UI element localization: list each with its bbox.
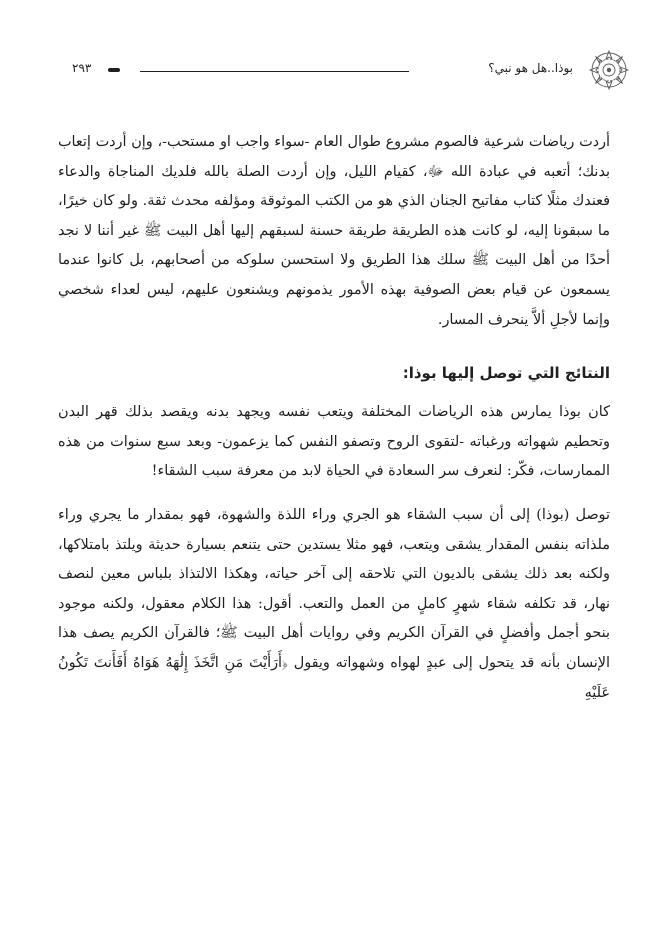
page-body (58, 128, 610, 708)
running-header-title: بوذا..هل هو نبي؟ (488, 61, 573, 75)
section-heading: النتائج التي توصل إليها بوذا: (402, 364, 610, 383)
header-divider (140, 71, 409, 72)
paragraph: أردت رياضات شرعية فالصوم مشروع طوال العام -سواء واجب او مستحب-، وإن أردت إتعاب بدنك؛ أتعبه في عبادة الله ﷻ، كقيام الليل، وإن أردت الصلة بالله فلديك المناجاة والدعاء فعندك مثلًا كتاب مفاتيح الجنان الذي هو من الكتب الموثوقة ومؤلفه محدث ثقة. ولو كان خيرًا، ما سبقونا إليه، لو كانت هذه الطريقة طريقة حسنة لسبقهم إليها أهل البيت ﷺ غير أننا لا نجد أحدًا من أهل البيت ﷺ سلك هذا الطريق ولا استحسن سلوكه من أصحابهم، بل كانوا عندما يسمعون عن قيام بعض الصوفية بهذه الأمور يذمونهم ويشنعون عليهم، ليس لعداء شخصي وإنما لأجلِ ألاَّ ينحرف المسار. (58, 134, 610, 328)
page-number: ٢٩٣ (72, 61, 92, 75)
page-header (72, 48, 631, 92)
page-number-dash (108, 68, 120, 72)
paragraph: توصل (بوذا) إلى أن سبب الشقاء هو الجري وراء اللذة والشهوة، فهو بمقدار ما يجري وراء ملذاته بنفس المقدار يشقى ويتعب، فهو مثلا يستدين حتى يتنعم بسيارة حديثة ويلتذ بامتلاكها، ولكنه بعد ذلك يشقى بالديون التي تلاحقه إلى آخر حياته، وهكذا الالتذاذ بلباس معين لنصف نهار، قد تكلفه شقاء شهرٍ كاملٍ من العمل والتعب. أقول: هذا الكلام معقول، ولكنه موجود بنحو أجمل وأفضلٍ في القرآن الكريم وفي روايات أهل البيت ﷺ؛ فالقرآن الكريم يصف هذا الإنسان بأنه قد يتحول إلى عبدٍ لهواه وشهواته ويقول ﴿أَرَأَيْتَ مَنِ اتَّخَذَ إِلَٰهَهُ هَوَاهُ أَفَأَنتَ تَكُونُ عَلَيْهِ (58, 506, 610, 701)
paragraph: كان بوذا يمارس هذه الرياضات المختلفة ويتعب نفسه ويجهد بدنه ويقصد بذلك قهر البدن وتحطيم شهواته ورغباته -لتقوى الروح وتصفو النفس كما يزعمون- وبعد سبع سنوات من هذه الممارسات، فكّر: لنعرف سر السعادة في الحياة لابد من معرفة سبب الشقاء! (58, 404, 610, 480)
floral-ornament-icon (587, 48, 631, 92)
